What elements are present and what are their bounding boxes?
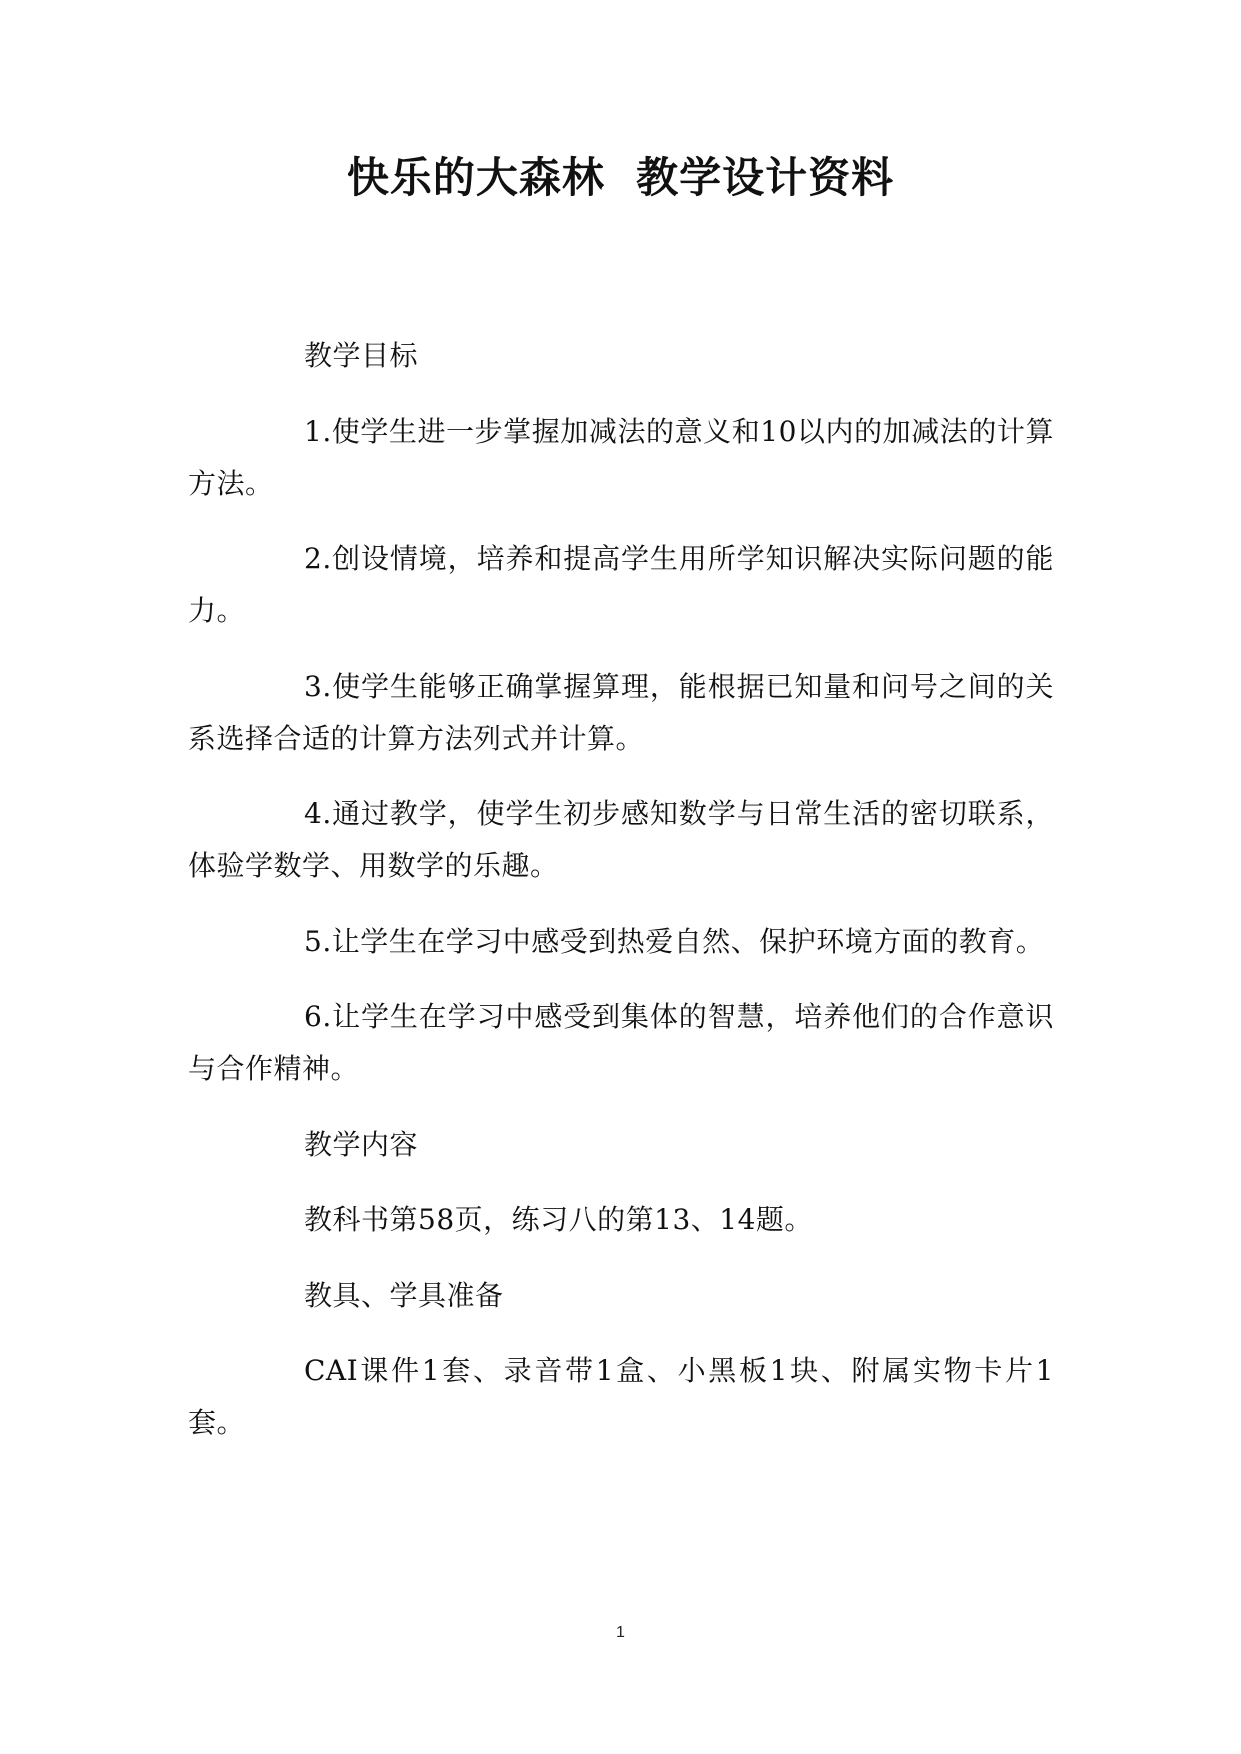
- document-body: [188, 330, 1054, 1473]
- objective-item-4: 4.通过教学，使学生初步感知数学与日常生活的密切联系，体验学数学、用数学的乐趣。: [188, 797, 1054, 882]
- section-heading-materials: 教具、学具准备: [304, 1278, 504, 1312]
- objective-item-2: 2.创设情境，培养和提高学生用所学知识解决实际问题的能力。: [188, 542, 1054, 627]
- content-text: 教科书第58页，练习八的第13、14题。: [304, 1203, 813, 1236]
- page-number: 1: [616, 1624, 625, 1641]
- objective-item-6: 6.让学生在学习中感受到集体的智慧，培养他们的合作意识与合作精神。: [188, 1000, 1054, 1085]
- objective-item-3: 3.使学生能够正确掌握算理，能根据已知量和问号之间的关系选择合适的计算方法列式并计算。: [188, 669, 1054, 755]
- objective-item-1: 1.使学生进一步掌握加减法的意义和10以内的加减法的计算方法。: [188, 414, 1054, 500]
- section-heading-objectives: 教学目标: [304, 339, 419, 372]
- document-title: 快乐的大森林 教学设计资料: [346, 153, 895, 202]
- objective-item-5: 5.让学生在学习中感受到热爱自然、保护环境方面的教育。: [304, 924, 1045, 958]
- materials-text: CAI课件1套、录音带1盒、小黑板1块、附属实物卡片1套。: [188, 1354, 1054, 1439]
- section-heading-content: 教学内容: [304, 1127, 419, 1161]
